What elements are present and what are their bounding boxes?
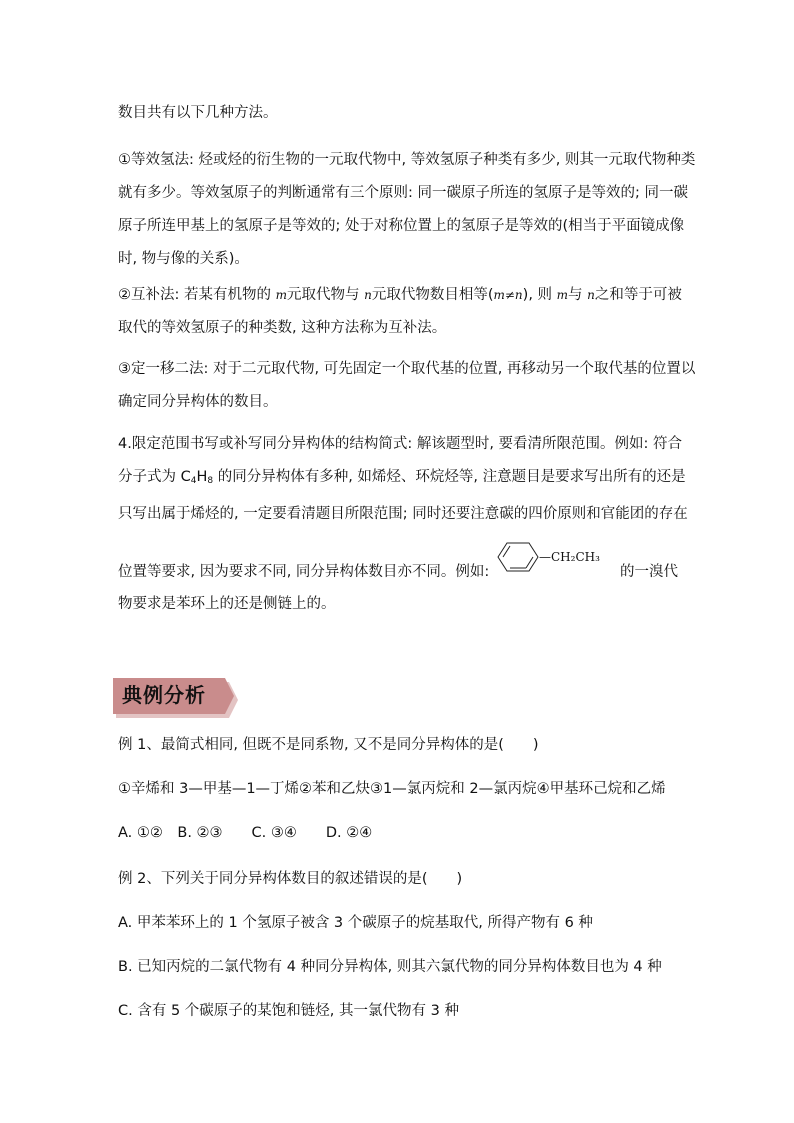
method3-line: ③定一移二法: 对于二元取代物, 可先固定一个取代基的位置, 再移动另一个取代基的位置以 (118, 361, 696, 377)
point4-line: 4.限定范围书写或补写同分异构体的结构简式: 解该题型时, 要看清所限范围。例如: 符合 (118, 436, 683, 452)
section-title: 典例分析 (122, 683, 206, 707)
point4-line: 分子式为 $C_4H_8$ 的同分异构体有多种, 如烯烃、环烷烃等, 注意题目是要求写出所有的还是 (118, 469, 686, 486)
method2-line1: ②互补法: 若某有机物的 m元取代物与 n元取代物数目相等(m≠n), 则 m与 n之和等于可被 (118, 287, 682, 303)
point4-line: 只写出属于烯烃的, 一定要看清题目所限范围; 同时还要注意碳的四价原则和官能团的存在 (118, 506, 688, 522)
method2-line2: 取代的等效氢原子的种类数, 这种方法称为互补法。 (118, 320, 447, 336)
example1-options: A. ①② B. ②③ C. ③④ D. ②④ (118, 825, 373, 841)
example2-option-b: B. 已知丙烷的二氯代物有 4 种同分异构体, 则其六氯代物的同分异构体数目也为 4 种 (118, 959, 662, 975)
point4-line5: 物要求是苯环上的还是侧链上的。 (118, 596, 336, 612)
example1-items: ①辛烯和 3—甲基—1—丁烯②苯和乙炔③1—氯丙烷和 2—氯丙烷④甲基环己烷和乙烯 (118, 781, 666, 797)
example2 (118, 863, 678, 1028)
method1-line: 原子所连甲基上的氢原子是等效的; 处于对称位置上的氢原子是等效的(相当于平面镜成像 (118, 218, 685, 234)
method1-line: ①等效氢法: 烃或烃的衍生物的一元取代物中, 等效氢原子种类有多少, 则其一元取代物种类 (118, 152, 696, 168)
method1-line: 就有多少。等效氢原子的判断通常有三个原则: 同一碳原子所连的氢原子是等效的; 同一碳 (118, 185, 688, 201)
example2-option-c: C. 含有 5 个碳原子的某饱和链烃, 其一氯代物有 3 种 (118, 1003, 459, 1019)
example1 (118, 729, 678, 850)
example2-question: 例 2、下列关于同分异构体数目的叙述错误的是( ) (118, 871, 463, 887)
point4-paragraph (118, 428, 688, 531)
ethylbenzene-structure (492, 540, 618, 574)
method3-paragraph (118, 353, 696, 419)
method1-line: 时, 物与像的关系)。 (118, 251, 249, 267)
point4-line4: 位置等要求, 因为要求不同, 同分异构体数目亦不同。例如: (118, 564, 490, 580)
method1-paragraph (118, 144, 696, 276)
method2-paragraph (118, 279, 682, 345)
svg-text:—CH₂CH₃: —CH₂CH₃ (539, 550, 600, 564)
example1-question: 例 1、最简式相同, 但既不是同系物, 又不是同分异构体的是( ) (118, 737, 539, 753)
method3-line: 确定同分异构体的数目。 (118, 394, 278, 410)
example2-option-a: A. 甲苯苯环上的 1 个氢原子被含 3 个碳原子的烷基取代, 所得产物有 6 种 (118, 915, 593, 931)
point4-line4-end: 的一溴代 (620, 564, 678, 580)
intro-line: 数目共有以下几种方法。 (118, 105, 278, 121)
